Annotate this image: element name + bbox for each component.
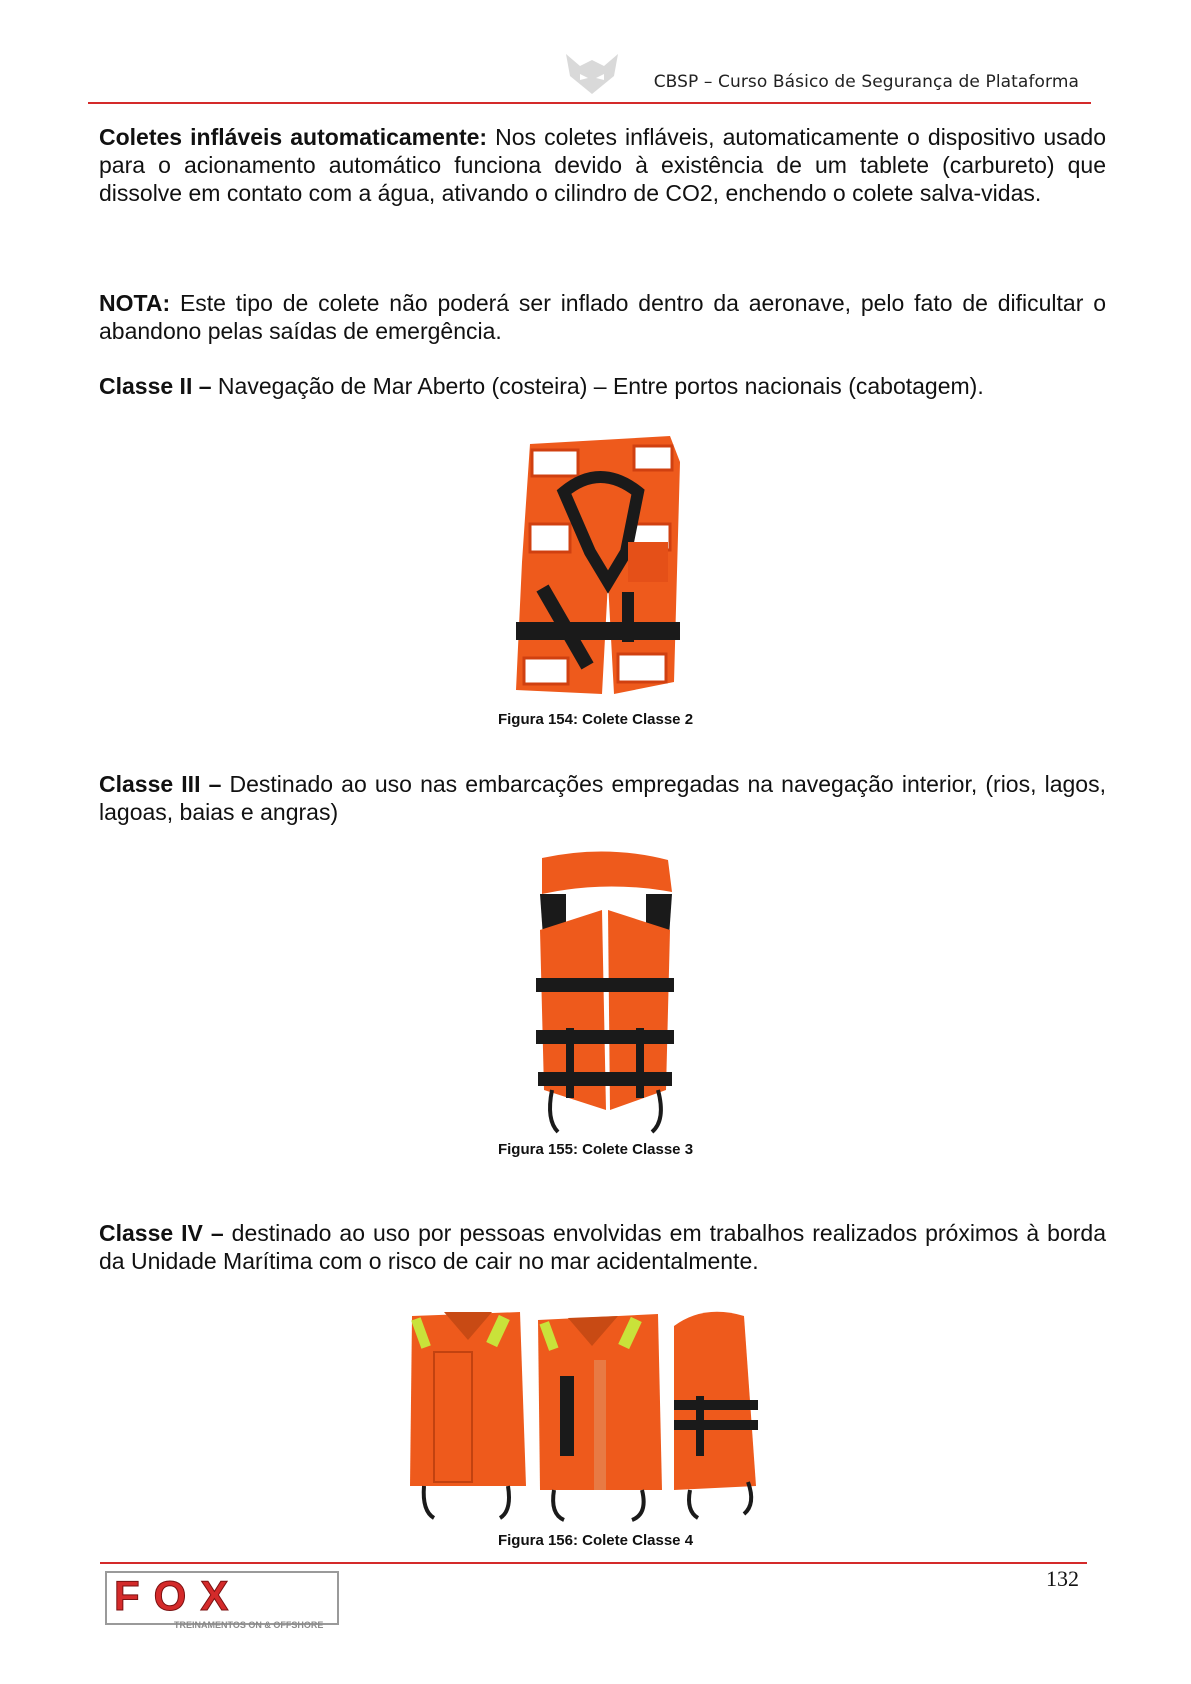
vest-class-4-image [404, 1306, 792, 1528]
paragraph-text: Destinado ao uso nas embarcações empregadas na navegação interior, (rios, lagos, lagoas, baias e angras) [99, 771, 1106, 825]
page-number: 132 [1046, 1566, 1079, 1591]
header-title: CBSP – Curso Básico de Segurança de Plataforma [653, 72, 1079, 92]
paragraph-heading: Coletes infláveis automaticamente: [99, 124, 488, 150]
header-divider [88, 102, 1091, 104]
paragraph-text: destinado ao uso por pessoas envolvidas em trabalhos realizados próximos à borda da Unidade Marítima com o risco de cair no mar acidentalmente. [99, 1220, 1106, 1274]
paragraph-classe-3 [99, 770, 1106, 826]
paragraph-text: Navegação de Mar Aberto (costeira) – Entre portos nacionais (cabotagem). [211, 373, 984, 399]
paragraph-heading: Classe II – [99, 373, 212, 399]
fox-watermark-icon [560, 50, 624, 98]
paragraph-nota [99, 289, 1106, 345]
paragraph-classe-4 [99, 1219, 1106, 1275]
paragraph-classe-2 [99, 372, 1106, 400]
logo-wordmark: FOX [114, 1572, 243, 1619]
paragraph-heading: NOTA: [99, 290, 171, 316]
logo-tagline: TREINAMENTOS ON & OFFSHORE [174, 1620, 324, 1630]
figure-155-caption: Figura 155: Colete Classe 3 [497, 1141, 694, 1158]
paragraph-coletes-inflaveis [99, 123, 1106, 207]
figure-154-caption: Figura 154: Colete Classe 2 [497, 711, 694, 728]
vest-class-2-image [510, 432, 700, 702]
paragraph-text: Este tipo de colete não poderá ser inflado dentro da aeronave, pelo fato de dificultar o abandono pelas saídas de emergência. [99, 290, 1106, 344]
vest-class-3-image [526, 850, 686, 1140]
footer-divider [100, 1562, 1087, 1564]
paragraph-text: Nos coletes infláveis, automaticamente o dispositivo usado para o acionamento automático funciona devido à existência de um tablete (carbureto) que dissolve em contato com a água, ativando o cilindro de CO2, enchendo o colete salva-vidas. [99, 124, 1107, 206]
figure-156-caption: Figura 156: Colete Classe 4 [497, 1532, 694, 1549]
paragraph-heading: Classe IV – [99, 1220, 224, 1246]
fox-logo [104, 1568, 344, 1632]
paragraph-heading: Classe III – [99, 771, 222, 797]
